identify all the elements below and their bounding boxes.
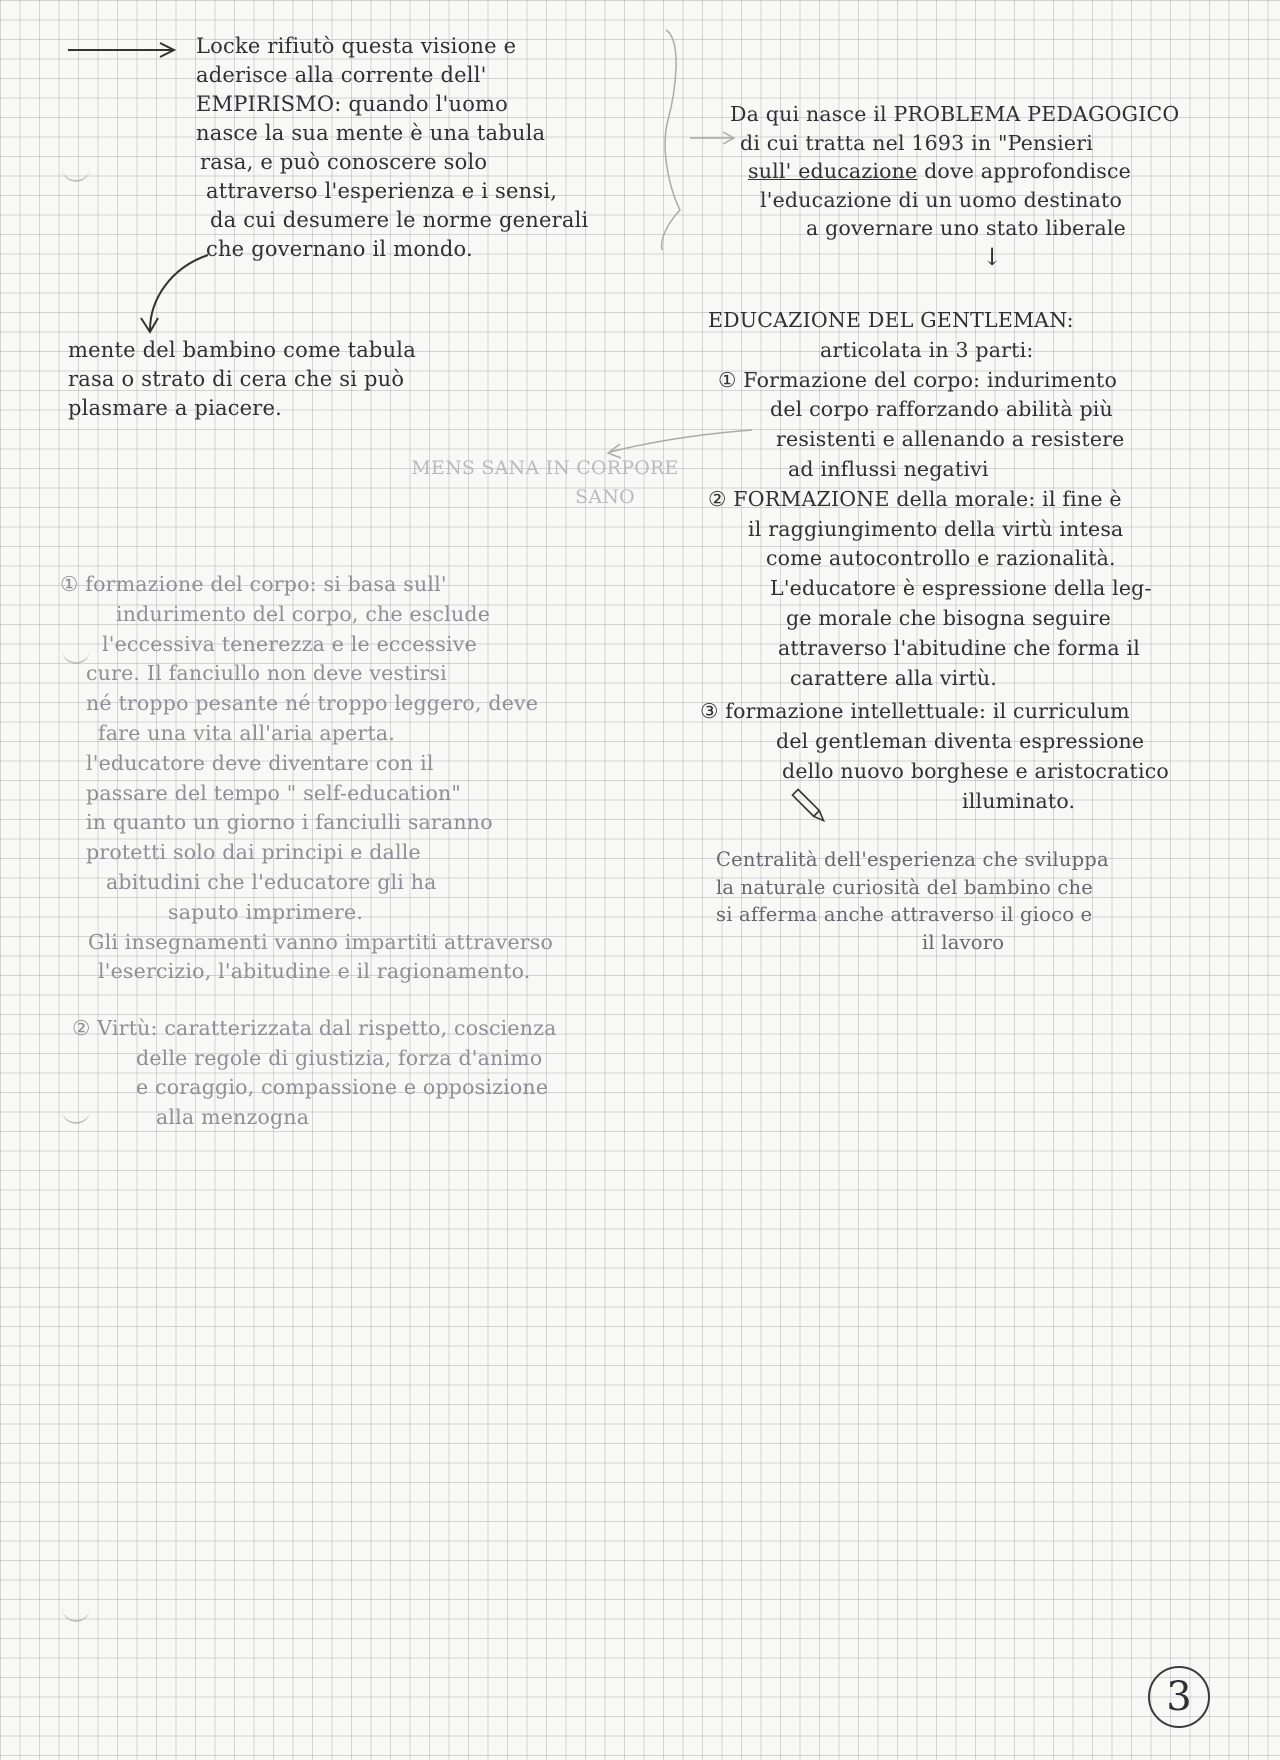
note-line: protetti solo dai principi e dalle	[86, 840, 421, 865]
note-line: Centralità dell'esperienza che sviluppa	[716, 848, 1109, 871]
note-line: abitudini che l'educatore gli ha	[106, 869, 437, 894]
note-line: che governano il mondo.	[206, 237, 473, 261]
note-line: MENS SANA IN CORPORE	[411, 457, 679, 479]
virtu-note	[72, 1014, 557, 1132]
note-line: dello nuovo borghese e aristocratico	[782, 759, 1169, 783]
note-line: nasce la sua mente è una tabula	[196, 121, 546, 145]
note-line: passare del tempo " self-education"	[86, 780, 462, 805]
note-line: sull' educazione dove approfondisce	[748, 159, 1131, 183]
formazione-intellettuale-note	[700, 696, 1169, 816]
note-line: ① Formazione del corpo: indurimento	[718, 367, 1117, 392]
note-line: plasmare a piacere.	[68, 396, 283, 420]
note-line: L'educatore è espressione della leg-	[770, 576, 1152, 601]
note-line: aderisce alla corrente dell'	[196, 63, 487, 87]
gentleman-title: EDUCAZIONE DEL GENTLEMAN:	[708, 308, 1074, 332]
note-line: ② Virtù: caratterizzata dal rispetto, coscienza	[72, 1016, 557, 1040]
note-line: né troppo pesante né troppo leggero, deve	[86, 691, 539, 716]
note-line: rasa, e può conoscere solo	[200, 150, 488, 174]
note-line: delle regole di giustizia, forza d'animo	[136, 1045, 543, 1070]
note-line: in quanto un giorno i fanciulli saranno	[86, 810, 493, 835]
note-line: ② FORMAZIONE della morale: il fine è	[708, 486, 1122, 511]
note-line: di cui tratta nel 1693 in "Pensieri	[740, 130, 1093, 155]
note-line: l'educatore deve diventare con il	[86, 750, 434, 775]
note-line: del corpo rafforzando abilità più	[770, 397, 1113, 422]
mens-sana-note	[380, 454, 710, 512]
note-line: fare una vita all'aria aperta.	[98, 720, 396, 745]
note-line: ad influssi negativi	[788, 456, 989, 481]
note-line: ① formazione del corpo: si basa sull'	[60, 572, 447, 596]
note-line: l'eccessiva tenerezza e le eccessive	[102, 631, 477, 656]
note-line: illuminato.	[962, 789, 1076, 813]
binder-hole-mark	[62, 168, 90, 182]
note-line: il raggiungimento della virtù intesa	[748, 516, 1124, 541]
note-line: resistenti e allenando a resistere	[776, 427, 1125, 452]
book-title-underlined: sull' educazione	[748, 159, 918, 183]
note-line: il lavoro	[922, 930, 1005, 954]
note-line: del gentleman diventa espressione	[776, 729, 1145, 753]
note-line: ③ formazione intellettuale: il curriculum	[700, 699, 1130, 723]
centralita-esperienza-note	[716, 846, 1109, 956]
note-line: l'educazione di un uomo destinato	[760, 187, 1123, 212]
tabula-rasa-note	[68, 336, 416, 423]
formazione-corpo-note	[58, 570, 553, 987]
locke-empirismo-note	[196, 32, 588, 264]
note-line: alla menzogna	[156, 1104, 310, 1129]
down-arrow-icon: ↓	[982, 242, 1003, 271]
note-line: rasa o strato di cera che si può	[68, 367, 405, 391]
binder-hole-mark	[62, 1608, 90, 1622]
note-line: cure. Il fanciullo non deve vestirsi	[86, 661, 447, 686]
note-line: da cui desumere le norme generali	[210, 208, 589, 232]
note-line: SANO	[575, 486, 635, 508]
problema-pedagogico-note	[730, 100, 1179, 271]
note-line: e coraggio, compassione e opposizione	[136, 1075, 549, 1099]
note-line: Da qui nasce il PROBLEMA PEDAGOGICO	[730, 102, 1180, 126]
gentleman-subtitle: articolata in 3 parti:	[820, 337, 1034, 362]
note-line: carattere alla virtù.	[790, 665, 997, 690]
educazione-gentleman-note	[708, 306, 1152, 693]
note-line: la naturale curiosità del bambino che	[716, 875, 1093, 899]
note-line: Gli insegnamenti vanno impartiti attraverso	[88, 929, 554, 954]
note-line: si afferma anche attraverso il gioco e	[716, 903, 1093, 926]
note-line: a governare uno stato liberale	[806, 216, 1127, 240]
note-line: saputo imprimere.	[168, 899, 364, 924]
note-line: indurimento del corpo, che esclude	[116, 601, 491, 626]
page-number: 3	[1148, 1666, 1210, 1728]
note-line: l'esercizio, l'abitudine e il ragionamento.	[98, 959, 531, 984]
note-line: mente del bambino come tabula	[68, 338, 416, 362]
note-line: ge morale che bisogna seguire	[786, 605, 1111, 630]
note-line: Locke rifiutò questa visione e	[196, 34, 517, 58]
note-line: attraverso l'abitudine che forma il	[778, 635, 1141, 660]
note-line: come autocontrollo e razionalità.	[766, 546, 1116, 571]
note-line: attraverso l'esperienza e i sensi,	[206, 179, 558, 203]
note-line: EMPIRISMO: quando l'uomo	[196, 92, 509, 116]
